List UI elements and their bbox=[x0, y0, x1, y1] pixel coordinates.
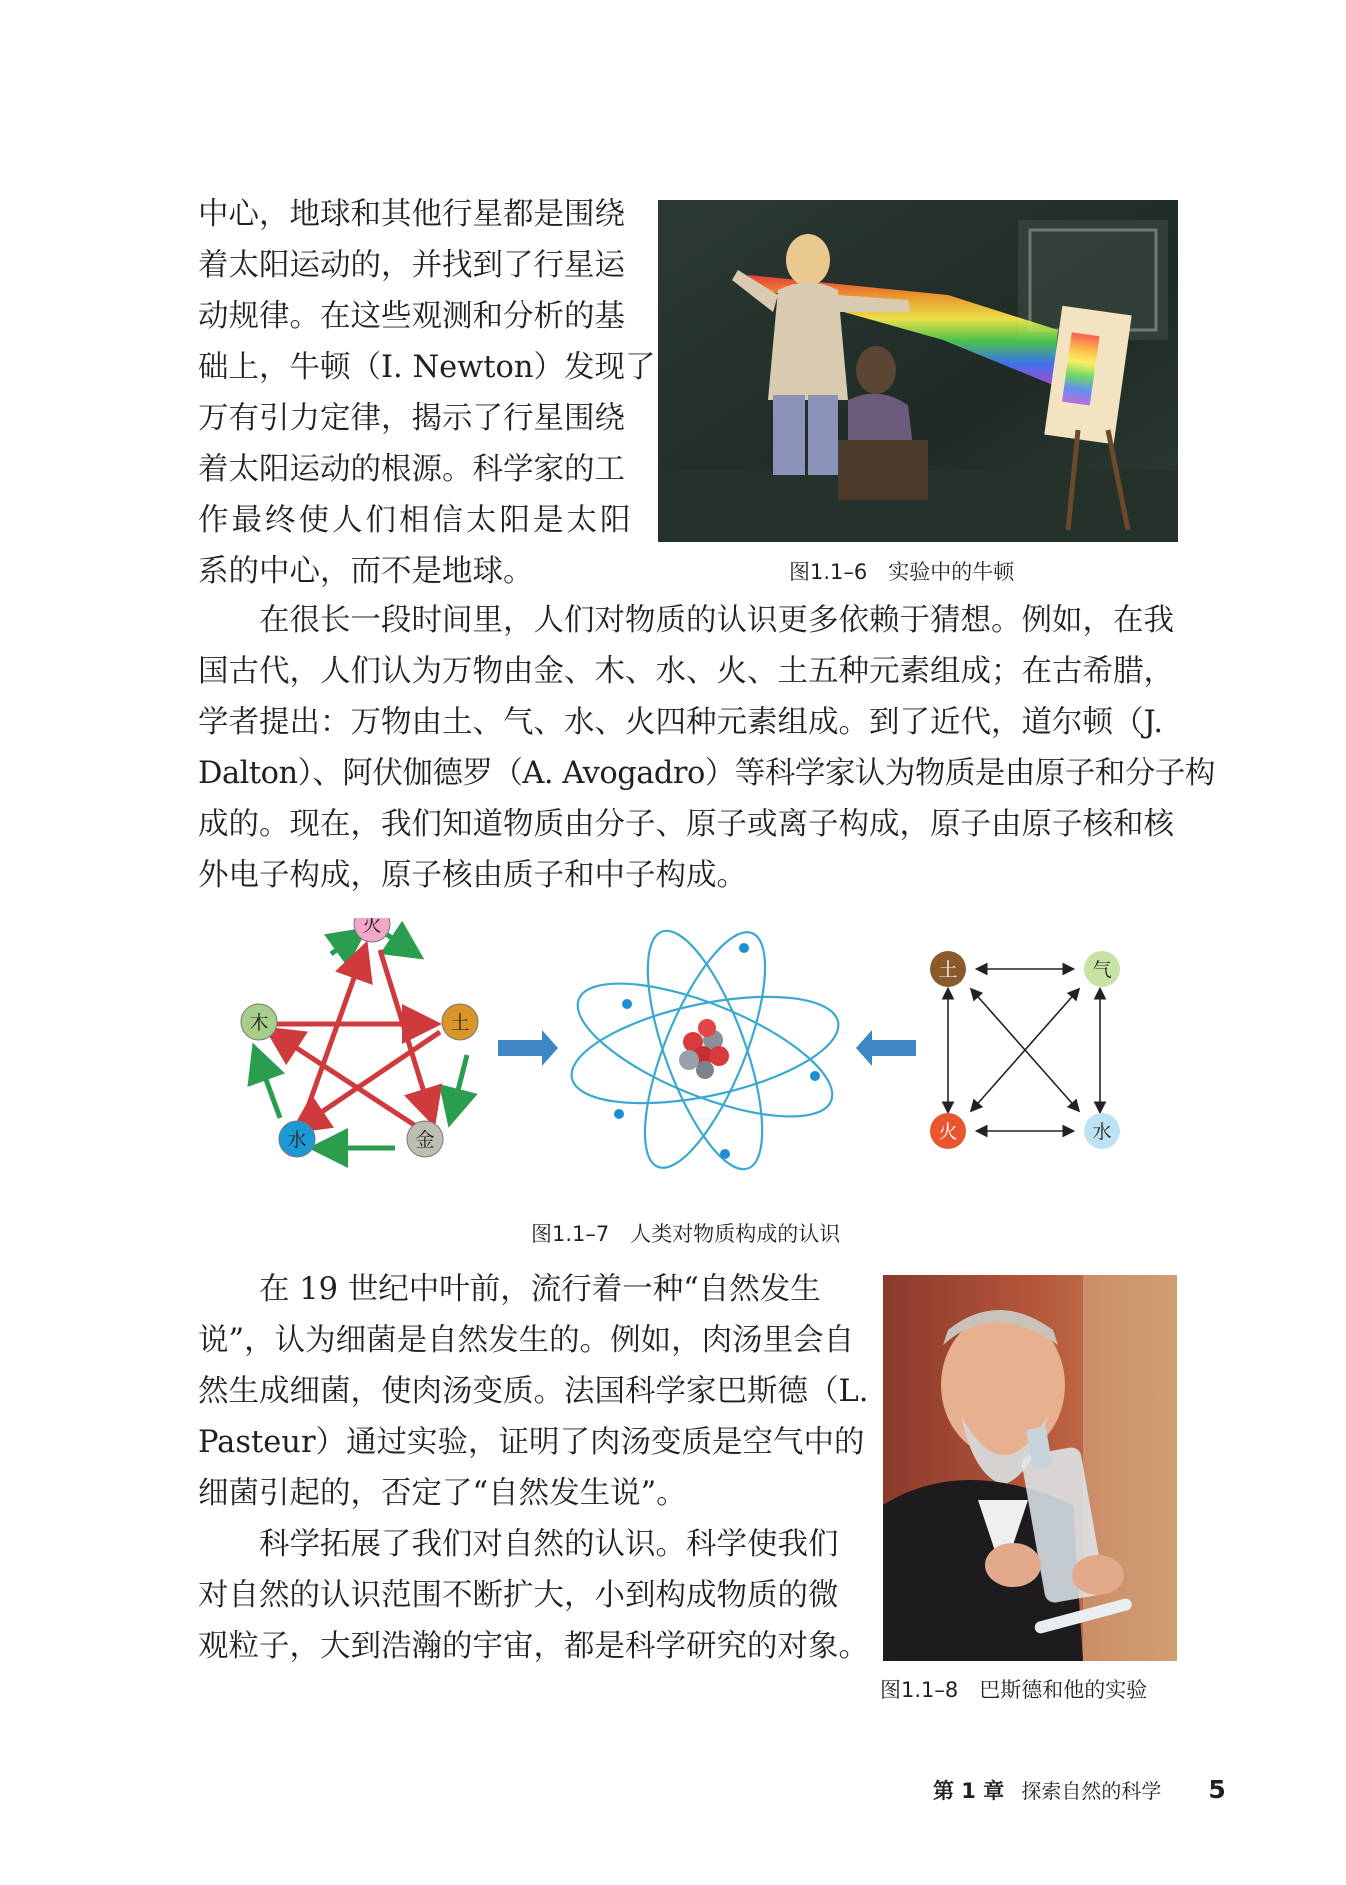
pasteur-experiment-illustration bbox=[883, 1275, 1177, 1661]
element-label: 土 bbox=[450, 1012, 470, 1034]
atomic-nucleus bbox=[679, 1019, 729, 1079]
top-paragraph bbox=[198, 189, 656, 597]
text-line: 说”，认为细菌是自然发生的。例如，肉汤里会自 bbox=[198, 1323, 855, 1358]
pasteur-painting bbox=[883, 1275, 1177, 1661]
five-element-wood bbox=[241, 1004, 277, 1040]
four-elements-arrows bbox=[948, 969, 1100, 1131]
electron bbox=[739, 943, 749, 953]
five-element-metal bbox=[407, 1121, 443, 1157]
five-element-earth bbox=[442, 1004, 478, 1040]
element-label: 土 bbox=[938, 959, 958, 981]
electron bbox=[720, 1149, 730, 1159]
text-line: 础上，牛顿（I. Newton）发现了 bbox=[198, 350, 656, 385]
five-elements-overcoming-star bbox=[272, 950, 440, 1130]
element-label: 火 bbox=[938, 1121, 958, 1143]
four-element-earth bbox=[930, 951, 966, 987]
text-line: 系的中心，而不是地球。 bbox=[198, 554, 534, 589]
newton-prism-illustration bbox=[658, 200, 1178, 542]
four-element-air bbox=[1084, 951, 1120, 987]
text-line: 着太阳运动的，并找到了行星运 bbox=[198, 248, 625, 283]
text-line: 细菌引起的，否定了“自然发生说”。 bbox=[198, 1476, 687, 1511]
chapter-label: 第 1 章 bbox=[933, 1779, 1005, 1803]
bottom-paragraph bbox=[198, 1264, 869, 1672]
page-footer bbox=[933, 1775, 1226, 1805]
text-line: 中心，地球和其他行星都是围绕 bbox=[198, 197, 625, 232]
figure-1-1-8-caption: 图1.1–8 巴斯德和他的实验 bbox=[880, 1678, 1148, 1702]
text-line: 对自然的认识范围不断扩大，小到构成物质的微 bbox=[198, 1578, 839, 1613]
arrow-right-icon bbox=[498, 1030, 558, 1066]
figure-1-1-7-diagram bbox=[220, 918, 1160, 1188]
matter-composition-diagram bbox=[220, 918, 1160, 1188]
four-element-fire bbox=[930, 1113, 966, 1149]
five-element-fire bbox=[354, 918, 390, 942]
text-line: 然生成细菌，使肉汤变质。法国科学家巴斯德（L. bbox=[198, 1374, 869, 1409]
text-line: 外电子构成，原子核由质子和中子构成。 bbox=[198, 858, 747, 893]
text-line: 在 19 世纪中叶前，流行着一种“自然发生 bbox=[259, 1272, 821, 1307]
chapter-title: 探索自然的科学 bbox=[1021, 1779, 1162, 1803]
atom-model bbox=[562, 918, 849, 1182]
electron bbox=[622, 999, 632, 1009]
text-line: Dalton）、阿伏伽德罗（A. Avogadro）等科学家认为物质是由原子和分子构 bbox=[198, 756, 1215, 791]
figure-1-1-6-caption: 图1.1–6 实验中的牛顿 bbox=[789, 560, 1015, 584]
page-number: 5 bbox=[1208, 1775, 1226, 1804]
text-line: 国古代，人们认为万物由金、木、水、火、土五种元素组成；在古希腊， bbox=[198, 654, 1174, 689]
text-line: 观粒子，大到浩瀚的宇宙，都是科学研究的对象。 bbox=[198, 1629, 869, 1664]
four-element-water bbox=[1084, 1113, 1120, 1149]
text-line: 作最终使人们相信太阳是太阳 bbox=[198, 503, 634, 538]
text-line: 科学拓展了我们对自然的认识。科学使我们 bbox=[259, 1527, 839, 1562]
text-line: 在很长一段时间里，人们对物质的认识更多依赖于猜想。例如，在我 bbox=[259, 603, 1174, 638]
arrow-left-icon bbox=[856, 1030, 916, 1066]
element-label: 水 bbox=[287, 1129, 307, 1151]
text-line: 成的。现在，我们知道物质由分子、原子或离子构成，原子由原子核和核 bbox=[198, 807, 1174, 842]
text-line: 着太阳运动的根源。科学家的工 bbox=[198, 452, 625, 487]
text-line: 万有引力定律，揭示了行星围绕 bbox=[198, 401, 625, 436]
electron bbox=[810, 1071, 820, 1081]
text-line: Pasteur）通过实验，证明了肉汤变质是空气中的 bbox=[198, 1425, 865, 1460]
figure-1-1-7-caption: 图1.1–7 人类对物质构成的认识 bbox=[531, 1222, 841, 1246]
element-label: 气 bbox=[1092, 959, 1112, 981]
text-line: 动规律。在这些观测和分析的基 bbox=[198, 299, 625, 334]
element-label: 水 bbox=[1092, 1121, 1112, 1143]
element-label: 金 bbox=[415, 1129, 435, 1151]
element-label: 木 bbox=[249, 1012, 269, 1034]
text-line: 学者提出：万物由土、气、水、火四种元素组成。到了近代，道尔顿（J. bbox=[198, 705, 1164, 740]
newton-prism-painting bbox=[658, 200, 1178, 542]
electron bbox=[614, 1109, 624, 1119]
middle-paragraph bbox=[198, 595, 1215, 901]
five-element-water bbox=[279, 1121, 315, 1157]
element-label: 火 bbox=[362, 918, 382, 936]
